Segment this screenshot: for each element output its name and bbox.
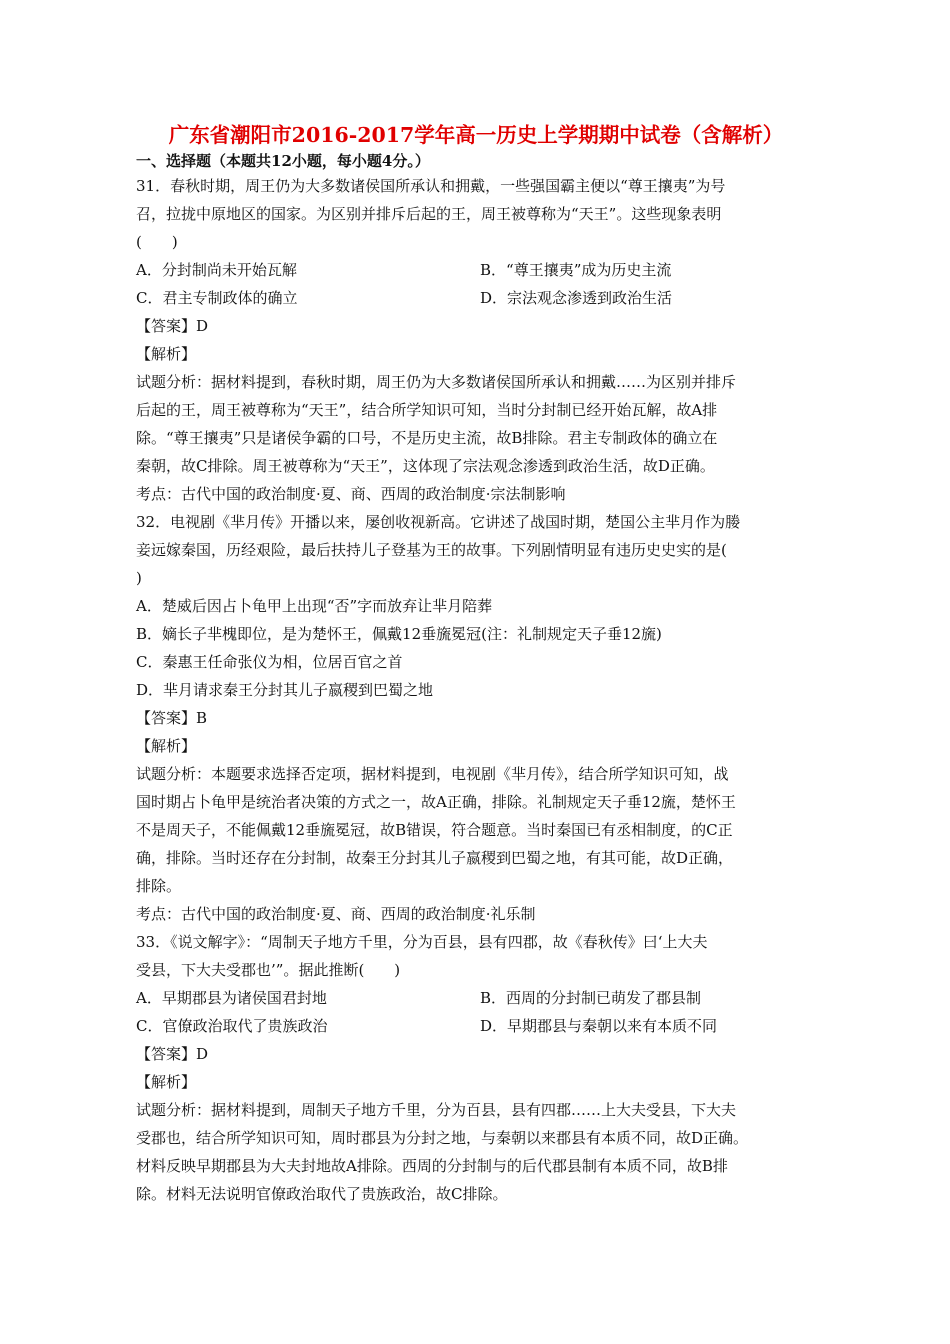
analysis-line: 试题分析：据材料提到，周制天子地方千里，分为百县，县有四郡……上大夫受县，下大夫 [136,1101,737,1119]
analysis-line: 不是周天子，不能佩戴12垂旒冕冠，故B错误，符合题意。当时秦国已有丞相制度，的C正 [136,821,733,839]
option-b: B．嫡长子芈槐即位，是为楚怀王，佩戴12垂旒冕冠(注：礼制规定天子垂12旒) [136,625,662,643]
knowledge-point: 考点：古代中国的政治制度·夏、商、西周的政治制度·礼乐制 [136,905,536,923]
options-row [136,284,816,312]
option-a: A．分封制尚未开始瓦解 [136,261,297,279]
question-31 [136,172,816,508]
answer-value: B [196,709,208,727]
analysis-line: 国时期占卜龟甲是统治者决策的方式之一，故A正确，排除。礼制规定天子垂12旒，楚怀王 [136,793,736,811]
analysis-line: 排除。 [136,877,182,895]
option-c: C．秦惠王任命张仪为相，位居百官之首 [136,653,403,671]
document-title: 广东省潮阳市2016-2017学年高一历史上学期期中试卷（含解析） [168,123,784,147]
question-32 [136,508,816,928]
option-d: D．早期郡县与秦朝以来有本质不同 [480,1017,718,1035]
answer-value: D [196,1045,209,1063]
analysis-line: 确，排除。当时还存在分封制，故秦王分封其儿子嬴稷到巴蜀之地，有其可能，故D正确， [136,849,734,867]
knowledge-point: 考点：古代中国的政治制度·夏、商、西周的政治制度·宗法制影响 [136,485,566,503]
option-a: A．楚威后因占卜龟甲上出现“否”字而放弃让芈月陪葬 [136,597,493,615]
analysis-line: 除。“尊王攘夷”只是诸侯争霸的口号，不是历史主流，故B排除。君主专制政体的确立在 [136,429,718,447]
analysis-line: 试题分析：本题要求选择否定项，据材料提到，电视剧《芈月传》，结合所学知识可知，战 [136,765,729,783]
question-33 [136,928,816,1208]
analysis-line: 秦朝，故C排除。周王被尊称为“天王”，这体现了宗法观念渗透到政治生活，故D正确。 [136,457,715,475]
analysis-line: 试题分析：据材料提到，春秋时期，周王仍为大多数诸侯国所承认和拥戴……为区别并排斥 [136,373,737,391]
option-d: D．芈月请求秦王分封其儿子嬴稷到巴蜀之地 [136,681,434,699]
answer-tag: 【答案】 [136,709,197,727]
question-stem-line: 妾远嫁秦国，历经艰险，最后扶持儿子登基为王的故事。下列剧情明显有违历史史实的是( [136,541,727,559]
analysis-tag: 【解析】 [136,345,197,363]
question-stem-line: 31．春秋时期，周王仍为大多数诸侯国所承认和拥戴，一些强国霸主便以“尊王攘夷”为号 [136,177,726,195]
answer-line [136,312,816,340]
answer-tag: 【答案】 [136,317,197,335]
option-a: A．早期郡县为诸侯国君封地 [136,989,327,1007]
analysis-tag: 【解析】 [136,737,197,755]
answer-line [136,1040,816,1068]
question-stem-line: 受县，下大夫受郡也’”。据此推断( ) [136,961,401,979]
options-row [136,256,816,284]
question-stem-line: 32．电视剧《芈月传》开播以来，屡创收视新高。它讲述了战国时期，楚国公主芈月作为媵 [136,513,741,531]
analysis-line: 受郡也，结合所学知识可知，周时郡县为分封之地，与秦朝以来郡县有本质不同，故D正确。 [136,1129,749,1147]
option-b: B．“尊王攘夷”成为历史主流 [480,261,672,279]
document-page [136,118,816,1208]
analysis-tag: 【解析】 [136,1073,197,1091]
question-stem-line: 召，拉拢中原地区的国家。为区别并排斥后起的王，周王被尊称为“天王”。这些现象表明 [136,205,722,223]
answer-line [136,704,816,732]
options-row [136,984,816,1012]
options-row [136,1012,816,1040]
option-c: C．君主专制政体的确立 [136,289,298,307]
answer-tag: 【答案】 [136,1045,197,1063]
question-stem-line: ) [136,569,142,587]
analysis-line: 材料反映早期郡县为大夫封地故A排除。西周的分封制与的后代郡县制有本质不同，故B排 [136,1157,728,1175]
question-stem-line: ( ) [136,233,178,251]
answer-value: D [196,317,209,335]
option-d: D．宗法观念渗透到政治生活 [480,289,673,307]
section-heading: 一、选择题（本题共12小题，每小题4分。） [136,152,430,170]
question-stem-line: 33．《说文解字》：“周制天子地方千里，分为百县，县有四郡，故《春秋传》曰‘上大夫 [136,933,708,951]
option-c: C．官僚政治取代了贵族政治 [136,1017,328,1035]
option-b: B．西周的分封制已萌发了郡县制 [480,989,702,1007]
analysis-line: 后起的王，周王被尊称为“天王”，结合所学知识可知，当时分封制已经开始瓦解，故A排 [136,401,718,419]
analysis-line: 除。材料无法说明官僚政治取代了贵族政治，故C排除。 [136,1185,508,1203]
